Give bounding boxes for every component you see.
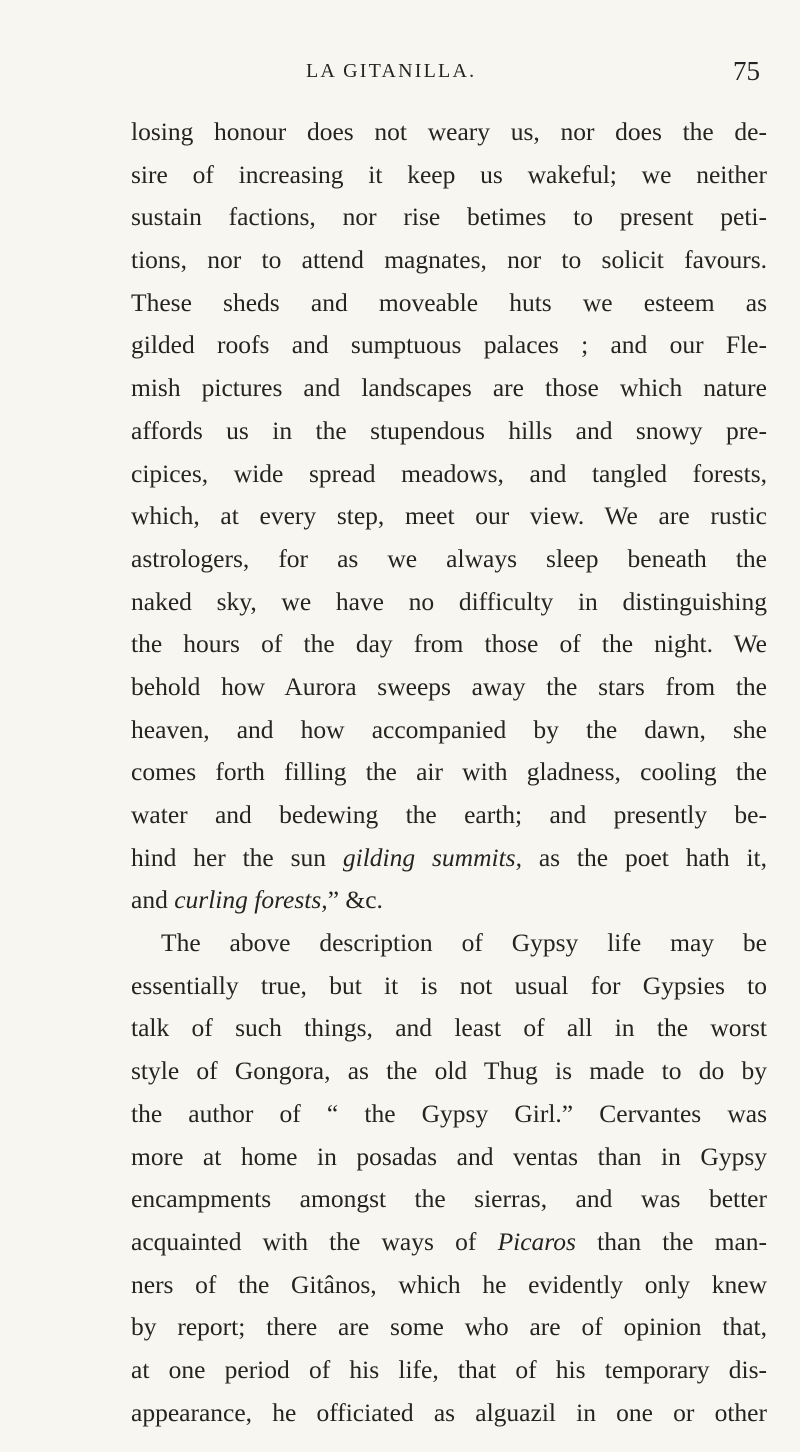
text-line — [131, 1050, 767, 1093]
line-content — [131, 416, 767, 445]
text-line — [131, 495, 767, 538]
line-content — [131, 117, 767, 146]
text-segment: as the poet hath it, — [521, 842, 767, 872]
text-line — [131, 111, 767, 154]
text-segment: at one period of his life, that of his temporary dis- — [131, 1354, 767, 1384]
text-line — [131, 666, 767, 709]
line-content — [131, 757, 767, 786]
text-segment: and — [131, 885, 175, 915]
line-content — [131, 715, 767, 744]
line-content — [131, 1398, 767, 1427]
line-content — [131, 1227, 767, 1256]
text-line — [131, 965, 767, 1008]
text-segment: These sheds and moveable huts we esteem as — [131, 287, 767, 317]
text-segment: heaven, and how accompanied by the dawn, she — [131, 714, 767, 744]
line-content — [131, 160, 767, 189]
text-segment: comes forth filling the air with gladness, cooling the — [131, 757, 767, 787]
text-line — [131, 196, 767, 239]
text-line — [131, 1306, 767, 1349]
text-line — [131, 453, 767, 496]
text-segment: tions, nor to attend magnates, nor to solicit favours. — [131, 245, 767, 275]
text-segment: style of Gongora, as the old Thug is made to do by — [131, 1056, 767, 1086]
text-segment: sire of increasing it keep us wakeful; we neither — [131, 159, 767, 189]
text-segment: encampments amongst the sierras, and was better — [131, 1184, 767, 1214]
line-content — [131, 1184, 767, 1213]
text-line — [131, 581, 767, 624]
text-segment: ” &c. — [327, 885, 383, 915]
line-content — [131, 1142, 767, 1171]
text-line — [131, 324, 767, 367]
text-segment: water and bedewing the earth; and presently be- — [131, 800, 767, 829]
line-content — [131, 1270, 767, 1299]
page-body-text — [131, 111, 767, 1434]
text-segment: than the man- — [575, 1226, 768, 1256]
line-content — [131, 459, 767, 488]
line-content — [131, 1099, 767, 1128]
line-content — [131, 245, 767, 274]
text-line — [131, 1392, 767, 1435]
line-content — [131, 629, 767, 658]
text-line — [131, 837, 767, 880]
page-header — [0, 58, 800, 94]
text-segment: talk of such things, and least of all in the worst — [131, 1013, 767, 1043]
line-content — [131, 800, 767, 829]
text-line — [131, 1136, 767, 1179]
line-content — [131, 672, 767, 701]
text-segment: ners of the Gitânos, which he evidently only knew — [131, 1269, 767, 1299]
text-segment: losing honour does not weary us, nor does the de- — [131, 117, 767, 146]
text-line — [131, 1349, 767, 1392]
text-line — [131, 410, 767, 453]
text-segment: the author of “ the Gypsy Girl.” Cervantes was — [131, 1098, 767, 1128]
line-content — [131, 288, 767, 317]
line-content — [131, 202, 767, 231]
line-content — [131, 1355, 767, 1384]
line-content — [131, 373, 767, 402]
text-segment: essentially true, but it is not usual for Gypsies to — [131, 970, 767, 1000]
line-content — [131, 885, 383, 914]
text-segment: by report; there are some who are of opinion that, — [131, 1312, 767, 1342]
text-line — [131, 282, 767, 325]
text-line — [131, 154, 767, 197]
line-content — [131, 330, 767, 359]
line-content — [131, 843, 767, 872]
text-segment: more at home in posadas and ventas than in Gypsy — [131, 1141, 767, 1171]
text-line — [131, 239, 767, 282]
text-segment: mish pictures and landscapes are those which nature — [131, 373, 767, 403]
text-segment: the hours of the day from those of the night. We — [131, 629, 767, 659]
italic-text: gilding summits, — [342, 842, 522, 872]
text-line — [131, 922, 767, 965]
text-segment: appearance, he officiated as alguazil in one or other — [131, 1397, 767, 1427]
line-content — [131, 1312, 767, 1341]
italic-text: curling forests, — [174, 885, 328, 915]
text-line — [131, 794, 767, 837]
text-segment: naked sky, we have no difficulty in distinguishing — [131, 586, 767, 616]
text-line — [131, 709, 767, 752]
text-line — [131, 1221, 767, 1264]
text-segment: hind her the sun — [131, 842, 343, 872]
text-line — [131, 879, 767, 922]
text-segment: behold how Aurora sweeps away the stars from the — [131, 671, 767, 701]
text-line — [131, 1264, 767, 1307]
line-content — [131, 1013, 767, 1042]
line-content — [131, 1056, 767, 1085]
line-content — [131, 587, 767, 616]
page-number: 75 — [733, 56, 760, 86]
text-line — [131, 623, 767, 666]
text-segment: acquainted with the ways of — [131, 1226, 498, 1256]
text-segment: The above description of Gypsy life may be — [161, 928, 767, 958]
running-title: LA GITANILLA. — [306, 60, 477, 82]
text-segment: astrologers, for as we always sleep beneath the — [131, 543, 767, 573]
line-content — [131, 544, 767, 573]
text-line — [131, 751, 767, 794]
text-line — [131, 538, 767, 581]
text-line — [131, 1178, 767, 1221]
text-segment: gilded roofs and sumptuous palaces ; and our Fle- — [131, 330, 767, 360]
text-segment: which, at every step, meet our view. We are rustic — [131, 501, 767, 531]
text-segment: affords us in the stupendous hills and snowy pre- — [131, 415, 767, 445]
text-segment: cipices, wide spread meadows, and tangled forests, — [131, 458, 767, 488]
italic-text: Picaros — [497, 1226, 576, 1256]
line-content — [131, 971, 767, 1000]
text-line — [131, 367, 767, 410]
text-segment: sustain factions, nor rise betimes to present peti- — [131, 202, 767, 232]
text-line — [131, 1007, 767, 1050]
line-content — [161, 928, 767, 957]
text-line — [131, 1093, 767, 1136]
line-content — [131, 501, 767, 530]
